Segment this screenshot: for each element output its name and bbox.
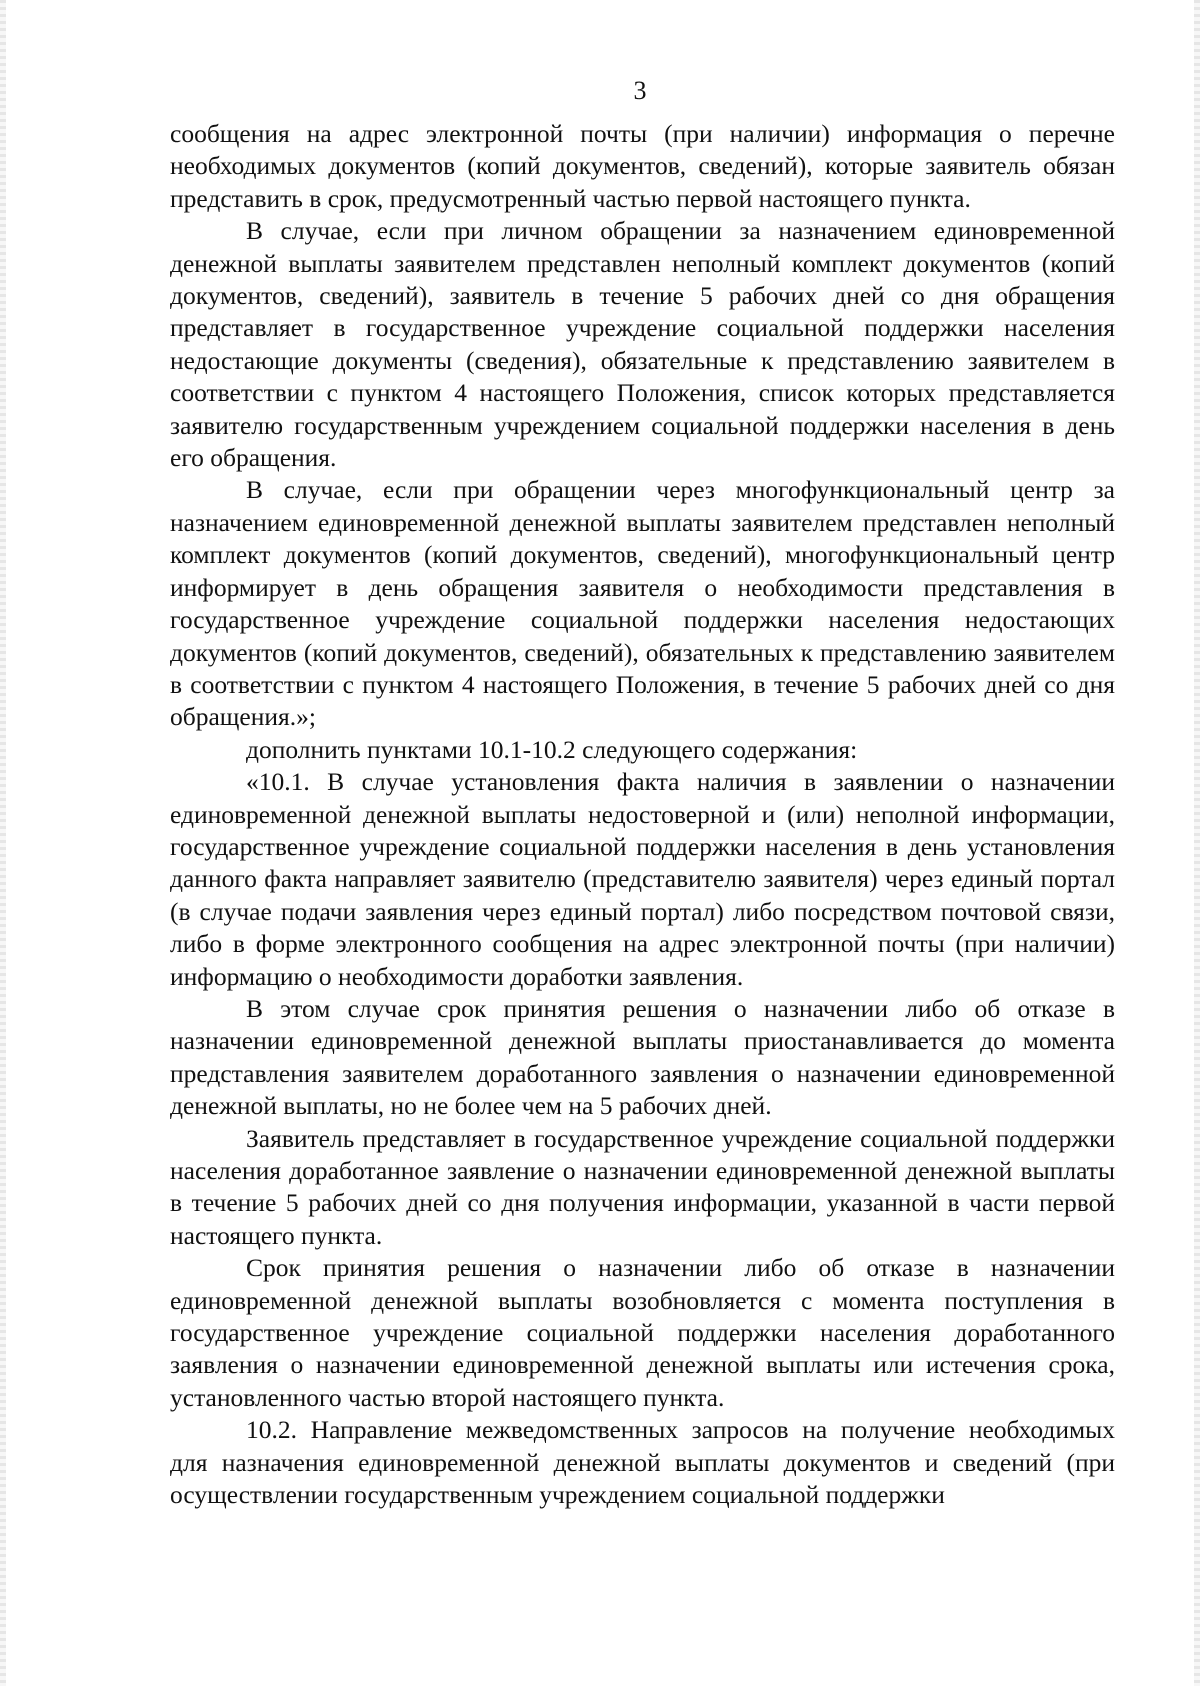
paragraph: Заявитель представляет в государственное учреждение социальной поддержки населения доработанное заявление о назначении единовременной денежной выплаты в течение 5 рабочих дней со дня получения информации, указанной в части первой настоящего пункта.: [170, 1123, 1115, 1250]
page-number: 3: [633, 76, 647, 105]
scan-edge-left: [0, 0, 6, 1686]
paragraph: «10.1. В случае установления факта наличия в заявлении о назначении единовременной денежной выплаты недостоверной и (или) неполной информации, государственное учреждение социальной поддержки населения в день установления данного факта направляет заявителю (представителю заявителя) через единый портал (в случае подачи заявления через единый портал) либо посредством почтовой связи, либо в форме электронного сообщения на адрес электронной почты (при наличии) информацию о необходимости доработки заявления.: [170, 767, 1115, 991]
scan-edge-right: [1194, 0, 1200, 1686]
paragraph: Срок принятия решения о назначении либо об отказе в назначении единовременной денежной выплаты возобновляется с момента поступления в государственное учреждение социальной поддержки населения доработанного заявления о назначении единовременной денежной выплаты или истечения срока, установленного частью второй настоящего пункта.: [170, 1253, 1115, 1412]
paragraph: В случае, если при обращении через многофункциональный центр за назначением единовременной денежной выплаты заявителем представлен неполный комплект документов (копий документов, сведений), многофункциональный центр информирует в день обращения заявителя о необходимости представления в государственное учреждение социальной поддержки населения недостающих документов (копий документов, сведений), обязательных к представлению заявителем в соответствии с пунктом 4 настоящего Положения, в течение 5 рабочих дней со дня обращения.»;: [170, 475, 1115, 732]
paragraph: сообщения на адрес электронной почты (при наличии) информация о перечне необходимых документов (копий документов, сведений), которые заявитель обязан представить в срок, предусмотренный частью первой настоящего пункта.: [170, 119, 1115, 213]
paragraph: дополнить пунктами 10.1-10.2 следующего содержания:: [246, 734, 858, 764]
paragraph: В случае, если при личном обращении за назначением единовременной денежной выплаты заявителем представлен неполный комплект документов (копий документов, сведений), заявитель в течение 5 рабочих дней со дня обращения представляет в государственное учреждение социальной поддержки населения недостающие документы (сведения), обязательные к представлению заявителем в соответствии с пунктом 4 настоящего Положения, список которых представляется заявителю государственным учреждением социальной поддержки населения в день его обращения.: [170, 216, 1115, 473]
document-body: [170, 118, 1115, 1511]
paragraph: В этом случае срок принятия решения о назначении либо об отказе в назначении единовременной денежной выплаты приостанавливается до момента представления заявителем доработанного заявления о назначении единовременной денежной выплаты, но не более чем на 5 рабочих дней.: [170, 993, 1115, 1121]
paragraph: 10.2. Направление межведомственных запросов на получение необходимых для назначения единовременной денежной выплаты документов и сведений (при осуществлении государственным учреждением социальной поддержки: [170, 1415, 1115, 1510]
